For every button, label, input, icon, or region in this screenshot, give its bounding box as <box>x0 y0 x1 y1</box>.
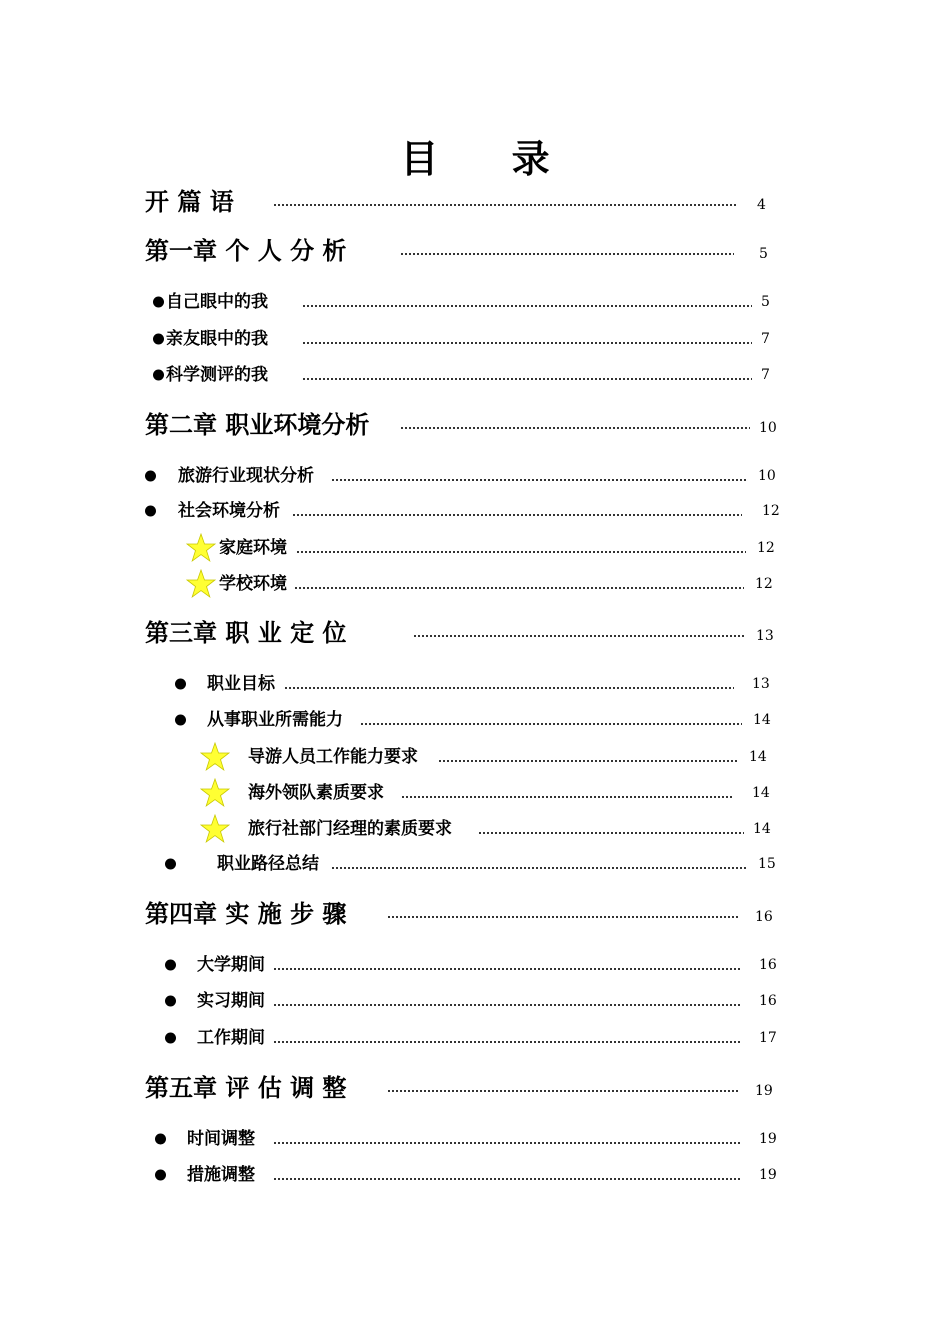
dot-leader <box>438 760 738 762</box>
toc-entry-label: 从事职业所需能力 <box>207 710 343 730</box>
toc-page-number: 14 <box>752 785 770 801</box>
dot-leader <box>387 1090 740 1092</box>
dot-leader <box>302 305 752 307</box>
toc-section-entry[interactable] <box>0 357 950 393</box>
toc-page-number: 13 <box>752 676 770 692</box>
toc-section-entry[interactable] <box>0 811 950 847</box>
toc-entry-label: 亲友眼中的我 <box>166 329 268 349</box>
dot-leader <box>400 427 750 429</box>
toc-entry-label: 时间调整 <box>187 1129 255 1149</box>
dot-leader <box>302 342 752 344</box>
toc-entry-label: 第一章 个 人 分 析 <box>145 236 347 265</box>
dot-leader <box>273 1041 742 1043</box>
bullet-icon <box>155 1170 166 1181</box>
page-title: 目 录 <box>400 136 580 181</box>
toc-section-entry[interactable] <box>0 983 950 1019</box>
toc-section-entry[interactable] <box>0 702 950 738</box>
toc-chapter-entry[interactable] <box>0 896 950 932</box>
bullet-icon <box>153 297 164 308</box>
toc-entry-label: 工作期间 <box>197 1028 265 1048</box>
toc-entry-label: 第五章 评 估 调 整 <box>145 1073 347 1102</box>
toc-entry-label: 旅行社部门经理的素质要求 <box>248 819 452 839</box>
toc-page-number: 19 <box>755 1083 773 1099</box>
dot-leader <box>331 867 748 869</box>
star-icon <box>186 533 216 563</box>
toc-section-entry[interactable] <box>0 493 950 529</box>
dot-leader <box>360 723 742 725</box>
toc-entry-label: 实习期间 <box>197 991 265 1011</box>
bullet-icon <box>145 471 156 482</box>
toc-page-number: 10 <box>759 420 777 436</box>
toc-section-entry[interactable] <box>0 321 950 357</box>
toc-section-entry[interactable] <box>0 666 950 702</box>
toc-section-entry[interactable] <box>0 947 950 983</box>
toc-entry-label: 措施调整 <box>187 1165 255 1185</box>
toc-page-number: 17 <box>759 1030 777 1046</box>
toc-section-entry[interactable] <box>0 530 950 566</box>
dot-leader <box>273 1142 742 1144</box>
dot-leader <box>478 832 744 834</box>
toc-entry-label: 导游人员工作能力要求 <box>248 747 418 767</box>
bullet-icon <box>165 996 176 1007</box>
toc-page-number: 7 <box>761 367 770 383</box>
toc-page-number: 16 <box>755 909 773 925</box>
dot-leader <box>273 1004 742 1006</box>
toc-section-entry[interactable] <box>0 284 950 320</box>
toc-page-number: 13 <box>756 628 774 644</box>
dot-leader <box>273 204 738 206</box>
star-icon <box>200 814 230 844</box>
toc-section-entry[interactable] <box>0 739 950 775</box>
toc-section-entry[interactable] <box>0 566 950 602</box>
dot-leader <box>400 253 734 255</box>
star-icon <box>186 569 216 599</box>
toc-page-number: 14 <box>753 821 771 837</box>
dot-leader <box>294 587 744 589</box>
toc-page-number: 7 <box>761 331 770 347</box>
dot-leader <box>296 551 746 553</box>
dot-leader <box>387 916 740 918</box>
toc-entry-label: 科学测评的我 <box>166 365 268 385</box>
toc-chapter-entry[interactable] <box>0 615 950 651</box>
dot-leader <box>401 796 734 798</box>
toc-entry-label: 第四章 实 施 步 骤 <box>145 899 347 928</box>
toc-page-number: 12 <box>755 576 773 592</box>
toc-entry-label: 第二章 职业环境分析 <box>145 410 370 439</box>
toc-section-entry[interactable] <box>0 846 950 882</box>
toc-entry-label: 职业目标 <box>207 674 275 694</box>
dot-leader <box>413 635 745 637</box>
bullet-icon <box>165 859 176 870</box>
toc-chapter-entry[interactable] <box>0 1070 950 1106</box>
toc-entry-label: 海外领队素质要求 <box>248 783 384 803</box>
toc-page-number: 19 <box>759 1131 777 1147</box>
toc-page-number: 5 <box>761 294 770 310</box>
toc-entry-label: 家庭环境 <box>219 538 287 558</box>
toc-page-number: 12 <box>762 503 780 519</box>
dot-leader <box>331 479 748 481</box>
toc-chapter-entry[interactable] <box>0 233 950 269</box>
toc-section-entry[interactable] <box>0 1020 950 1056</box>
bullet-icon <box>153 334 164 345</box>
toc-entry-label: 旅游行业现状分析 <box>178 466 314 486</box>
toc-entry-label: 学校环境 <box>219 574 287 594</box>
bullet-icon <box>145 506 156 517</box>
toc-entry-label: 开 篇 语 <box>145 187 234 216</box>
toc-section-entry[interactable] <box>0 775 950 811</box>
bullet-icon <box>165 1033 176 1044</box>
bullet-icon <box>165 960 176 971</box>
toc-entry-label: 自己眼中的我 <box>166 292 268 312</box>
toc-page-number: 14 <box>753 712 771 728</box>
bullet-icon <box>175 679 186 690</box>
toc-page-number: 12 <box>757 540 775 556</box>
toc-section-entry[interactable] <box>0 1121 950 1157</box>
bullet-icon <box>155 1134 166 1145</box>
toc-entry-label: 第三章 职 业 定 位 <box>145 618 347 647</box>
toc-page-number: 5 <box>759 246 768 262</box>
dot-leader <box>273 1178 742 1180</box>
dot-leader <box>292 514 742 516</box>
toc-page-number: 14 <box>749 749 767 765</box>
toc-page-number: 4 <box>757 197 766 213</box>
toc-entry-label: 大学期间 <box>197 955 265 975</box>
bullet-icon <box>153 370 164 381</box>
dot-leader <box>273 968 742 970</box>
toc-section-entry[interactable] <box>0 1157 950 1193</box>
toc-chapter-entry[interactable] <box>0 407 950 443</box>
toc-page-number: 16 <box>759 993 777 1009</box>
toc-entry-label: 社会环境分析 <box>178 501 280 521</box>
dot-leader <box>284 687 734 689</box>
toc-entry-label: 职业路径总结 <box>217 854 319 874</box>
dot-leader <box>302 378 752 380</box>
toc-page-number: 19 <box>759 1167 777 1183</box>
toc-page-number: 15 <box>758 856 776 872</box>
toc-page-number: 10 <box>758 468 776 484</box>
star-icon <box>200 742 230 772</box>
star-icon <box>200 778 230 808</box>
toc-chapter-entry[interactable] <box>0 184 950 220</box>
toc-page-number: 16 <box>759 957 777 973</box>
bullet-icon <box>175 715 186 726</box>
toc-section-entry[interactable] <box>0 458 950 494</box>
